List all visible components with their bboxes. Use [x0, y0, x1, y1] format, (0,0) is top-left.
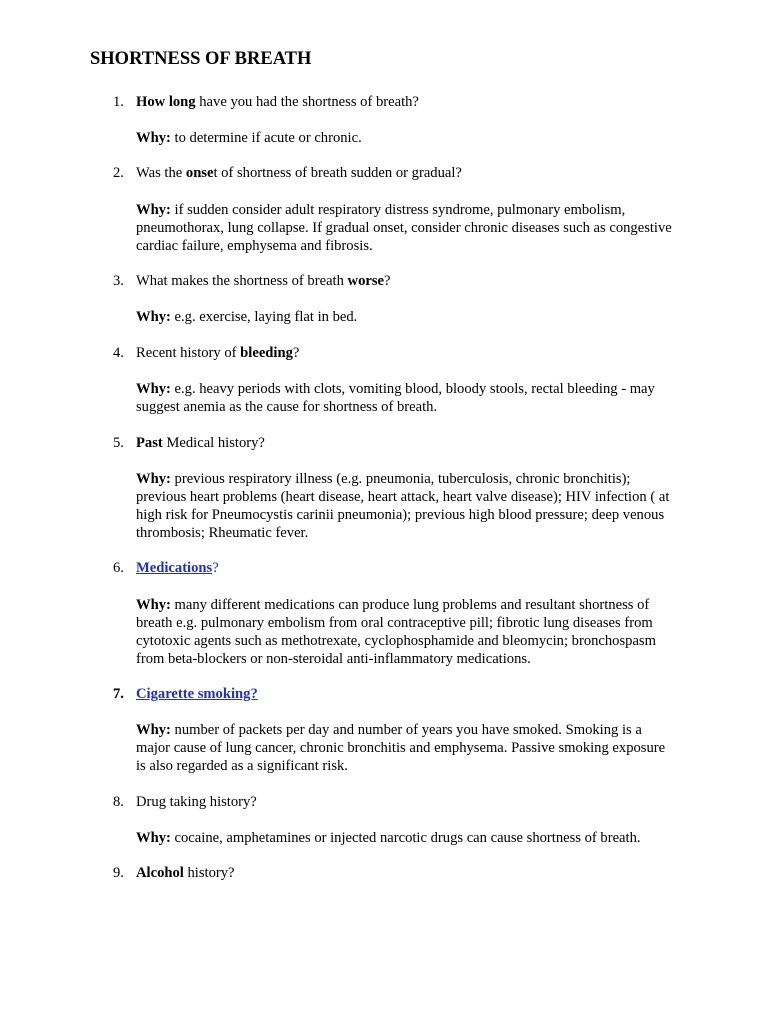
cigarette-smoking-link[interactable]: Cigarette smoking?: [136, 686, 258, 702]
why-label: Why:: [136, 597, 171, 613]
item-why: [136, 129, 676, 147]
item-why: [136, 380, 676, 416]
why-text: number of packets per day and number of years you have smoked. Smoking is a major cause of lung cancer, chronic bronchitis and emphysema. Passive smoking exposure is also regarded as a significant risk.: [136, 722, 666, 774]
item-question: [136, 864, 235, 882]
question-pre: What makes the shortness of breath: [136, 273, 348, 289]
item-question: [136, 164, 462, 182]
page-title: SHORTNESS OF BREATH: [90, 49, 312, 69]
question-text: have you had the shortness of breath?: [195, 94, 419, 110]
question-bold: worse: [347, 273, 385, 289]
question-bold: How long: [136, 94, 196, 110]
question-bold: Alcohol: [136, 865, 184, 881]
why-label: Why:: [136, 830, 171, 846]
why-label: Why:: [136, 130, 171, 146]
why-text: if sudden consider adult respiratory distress syndrome, pulmonary embolism, pneumothorax, lung collapse. If gradual onset, consider chronic diseases such as congestive cardiac failure, emphysema and fibrosis.: [136, 202, 672, 254]
why-label: Why:: [136, 471, 171, 487]
item-why: [136, 308, 676, 326]
question-text: t of shortness of breath sudden or gradual?: [213, 165, 462, 181]
question-pre: Recent history of: [136, 345, 241, 361]
item-number: 7.: [113, 686, 124, 702]
item-why: [136, 201, 676, 255]
item-number: 6.: [113, 560, 124, 576]
item-question: [136, 685, 258, 703]
question-bold: bleeding: [240, 345, 293, 361]
question-pre: Was the: [136, 165, 186, 181]
item-why: [136, 829, 676, 847]
item-question: [136, 793, 257, 811]
why-label: Why:: [136, 381, 171, 397]
question-text: ?: [212, 560, 219, 576]
question-bold: onse: [185, 165, 214, 181]
why-label: Why:: [136, 309, 171, 325]
why-text: to determine if acute or chronic.: [174, 130, 362, 146]
item-question: [136, 344, 299, 362]
question-text: Drug taking history?: [136, 794, 257, 810]
question-text: Medical history?: [162, 435, 265, 451]
item-number: 9.: [113, 865, 124, 881]
item-number: 3.: [113, 273, 124, 289]
item-why: [136, 721, 676, 775]
why-text: e.g. exercise, laying flat in bed.: [174, 309, 358, 325]
medications-link[interactable]: Medications: [136, 560, 213, 576]
question-text: ?: [384, 273, 391, 289]
item-question: [136, 272, 391, 290]
why-text: e.g. heavy periods with clots, vomiting blood, bloody stools, rectal bleeding - may suggest anemia as the cause for shortness of breath.: [136, 381, 655, 415]
item-why: [136, 596, 676, 668]
item-question: [136, 434, 265, 452]
item-question: [136, 559, 219, 577]
why-text: cocaine, amphetamines or injected narcotic drugs can cause shortness of breath.: [174, 830, 641, 846]
question-text: ?: [292, 345, 300, 361]
item-number: 4.: [113, 345, 124, 361]
item-number: 1.: [113, 94, 124, 110]
question-text: history?: [183, 865, 235, 881]
item-why: [136, 470, 676, 542]
item-number: 8.: [113, 794, 124, 810]
item-question: [136, 93, 419, 111]
why-label: Why:: [136, 202, 171, 218]
item-number: 5.: [113, 435, 124, 451]
why-text: many different medications can produce lung problems and resultant shortness of breath e.g. pulmonary embolism from oral contraceptive pill; fibrotic lung diseases from cytotoxic agents such as methotrexate, cyclophosphamide and bleomycin; bronchospasm from beta-blockers or non-steroidal anti-inflammatory medications.: [136, 597, 656, 667]
item-number: 2.: [113, 165, 124, 181]
question-bold: Past: [136, 435, 163, 451]
why-text: previous respiratory illness (e.g. pneumonia, tuberculosis, chronic bronchitis); previous heart problems (heart disease, heart attack, heart valve disease); HIV infection ( at high risk for Pneumocystis carinii pneumonia); previous high blood pressure; deep venous thrombosis; Rheumatic fever.: [136, 471, 670, 541]
why-label: Why:: [136, 722, 171, 738]
